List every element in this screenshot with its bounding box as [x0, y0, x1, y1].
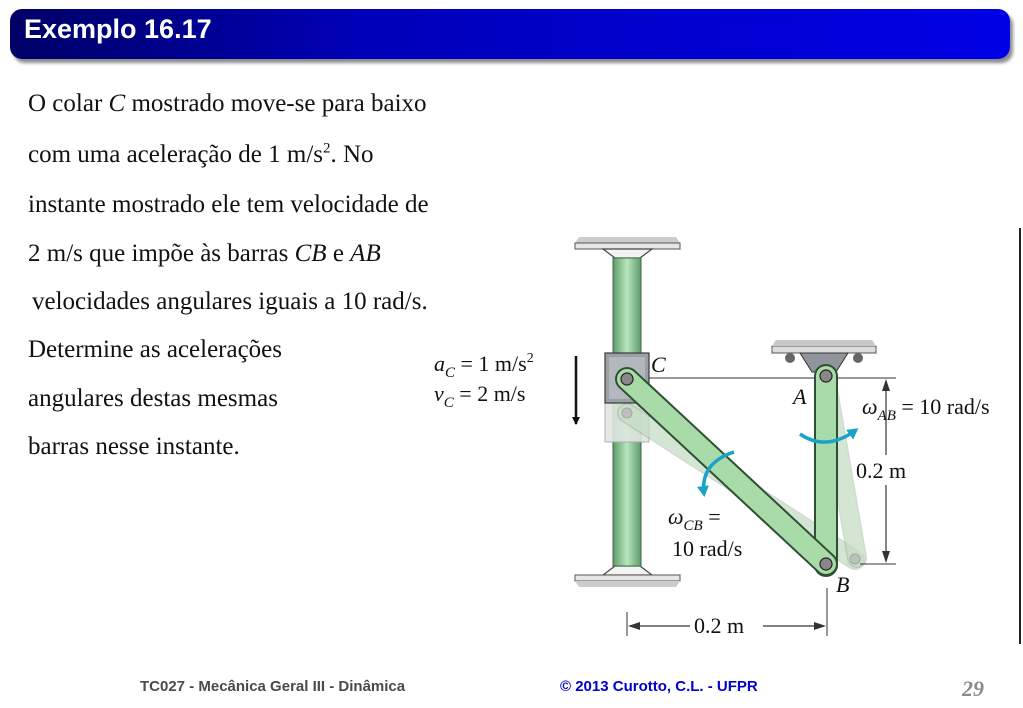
slide-title: Exemplo 16.17: [24, 14, 212, 44]
label-omega-ab-sub: AB: [877, 408, 896, 424]
label-omega-ab-sym: ω: [862, 394, 878, 419]
text: O colar: [28, 90, 109, 117]
var-c: C: [108, 90, 126, 117]
label-omega-cb-sym: ω: [668, 504, 684, 529]
label-omega-cb-value: 10 rad/s: [672, 536, 743, 561]
label-point-b: B: [836, 572, 850, 597]
label-vc-sym: v: [434, 381, 444, 406]
superscript: 2: [323, 140, 331, 157]
text: mostrado move-se para baixo: [125, 90, 427, 117]
footer-copyright: © 2013 Curotto, C.L. - UFPR: [560, 678, 758, 695]
pin-a: [820, 370, 832, 382]
label-vc-val: = 2 m/s: [453, 381, 526, 406]
problem-line-2: [28, 140, 374, 170]
problem-line-8: barras nesse instante.: [28, 433, 240, 460]
label-ac-sub: C: [445, 365, 456, 381]
footer-course: TC027 - Mecânica Geral III - Dinâmica: [140, 678, 406, 695]
text: . No: [330, 141, 374, 168]
problem-line-1: [28, 89, 427, 119]
problem-line-5: velocidades angulares iguais a 10 rad/s.: [32, 288, 428, 315]
problem-line-4: [28, 239, 381, 269]
label-point-a: A: [793, 384, 807, 409]
label-point-c: C: [651, 352, 666, 377]
var-cb: CB: [294, 240, 327, 267]
text: com uma aceleração de 1 m/s: [28, 141, 323, 168]
label-omega-cb: [668, 504, 721, 534]
pin-c: [621, 373, 633, 385]
label-ac-val: = 1 m/s: [455, 351, 527, 376]
problem-line-6: Determine as acelerações: [28, 336, 283, 363]
label-omega-ab: [862, 394, 990, 424]
label-vc-sub: C: [443, 395, 454, 411]
top-support: [575, 237, 680, 258]
text: 2 m/s que impõe às barras: [28, 240, 295, 267]
mechanism-figure: [420, 224, 1023, 644]
var-ab: AB: [350, 240, 381, 267]
pin-b: [820, 558, 832, 570]
page-number: 29: [962, 676, 984, 701]
label-vc: [434, 381, 525, 411]
label-dim-vertical: 0.2 m: [856, 458, 907, 483]
label-ac: [434, 351, 534, 381]
text: e: [326, 240, 351, 267]
label-omega-cb-eq: =: [702, 504, 721, 529]
bottom-support: [575, 566, 680, 587]
problem-line-7: angulares destas mesmas: [28, 385, 278, 412]
label-omega-cb-sub: CB: [683, 518, 703, 534]
label-dim-horizontal: 0.2 m: [694, 613, 745, 638]
label-ac-sup: 2: [526, 351, 534, 366]
label-ac-sym: a: [434, 351, 445, 376]
problem-line-3: instante mostrado ele tem velocidade de: [28, 191, 429, 218]
label-omega-ab-val: = 10 rad/s: [895, 394, 990, 419]
